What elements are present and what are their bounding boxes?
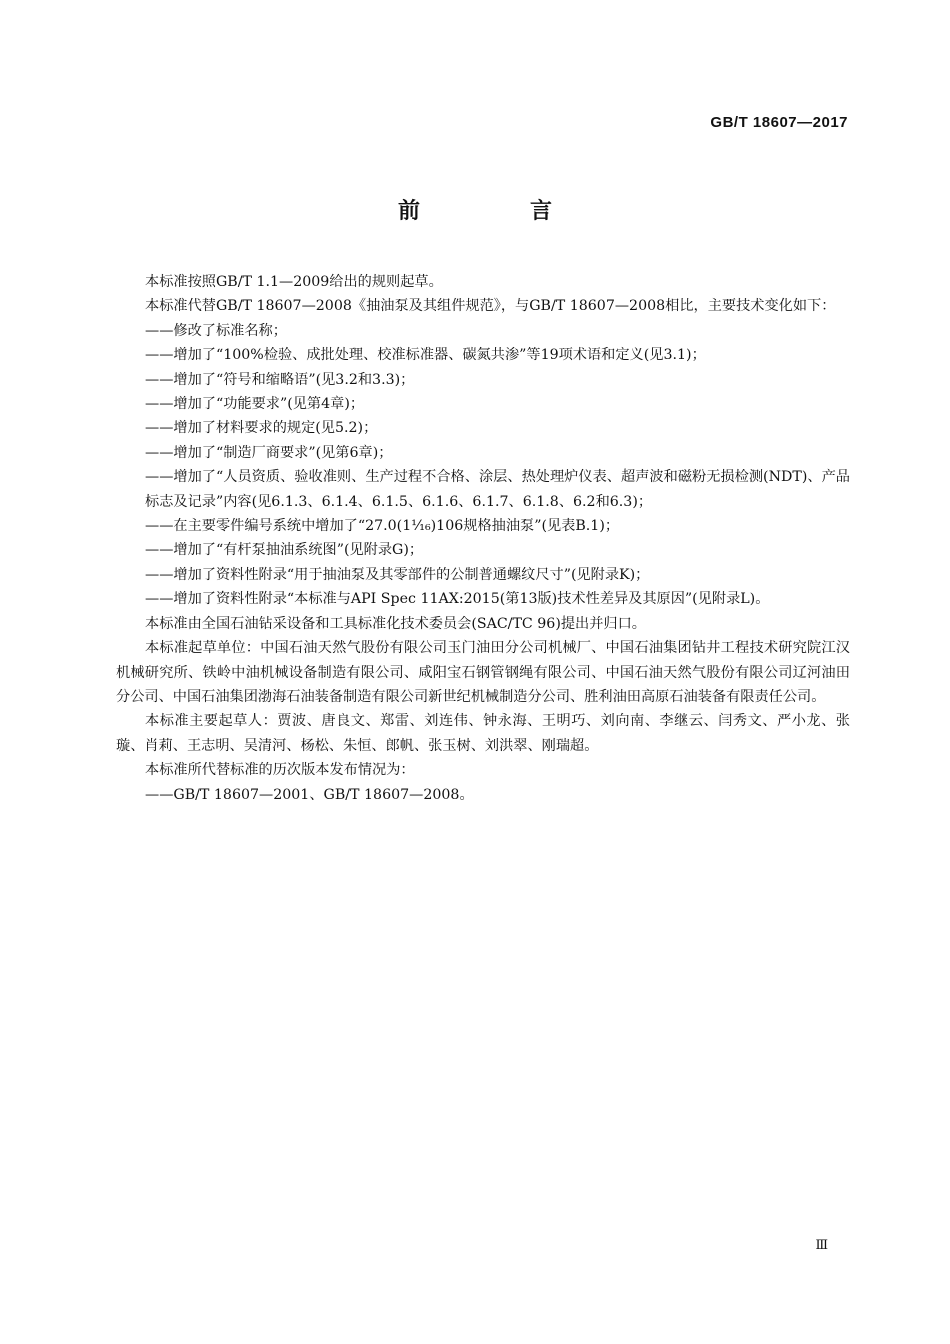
list-item: ——增加了“符号和缩略语”(见3.2和3.3)； bbox=[145, 371, 415, 388]
paragraph-replacement: 本标准代替GB/T 18607—2008《抽油泵及其组件规范》，与GB/T 18607—2008相比，主要技术变化如下： bbox=[145, 298, 836, 315]
paragraph-history-versions: ——GB/T 18607—2001、GB/T 18607—2008。 bbox=[145, 786, 474, 803]
paragraph-drafters: 本标准主要起草人：贾波、唐良文、郑雷、刘连伟、钟永海、王明巧、刘向南、李继云、闫秀文、严小龙、张璇、肖莉、王志明、吴清河、杨松、朱恒、郎帆、张玉树、刘洪翠、刚瑞超。 bbox=[116, 713, 850, 754]
page-title: 前 言 bbox=[397, 199, 596, 224]
list-item: ——增加了“100%检验、成批处理、校准标准器、碳氮共渗”等19项术语和定义(见3.1)； bbox=[145, 347, 706, 364]
list-item: ——修改了标准名称； bbox=[145, 322, 287, 339]
list-item: ——增加了资料性附录“本标准与API Spec 11AX:2015(第13版)技术性差异及其原因”(见附录L)。 bbox=[145, 591, 770, 608]
paragraph-drafting-units: 本标准起草单位：中国石油天然气股份有限公司玉门油田分公司机械厂、中国石油集团钻井工程技术研究院江汉机械研究所、铁岭中油机械设备制造有限公司、咸阳宝石钢管钢绳有限公司、中国石油天然气股份有限公司辽河油田分公司、中国石油集团渤海石油装备制造有限公司新世纪机械制造分公司、胜利油田高原石油装备有限责任公司。 bbox=[116, 640, 850, 705]
list-item: ——增加了材料要求的规定(见5.2)； bbox=[145, 420, 378, 437]
document-body bbox=[116, 270, 850, 807]
paragraph-proposer: 本标准由全国石油钻采设备和工具标准化技术委员会(SAC/TC 96)提出并归口。 bbox=[145, 615, 646, 632]
paragraph-drafting-rules: 本标准按照GB/T 1.1—2009给出的规则起草。 bbox=[145, 274, 443, 290]
list-item: ——增加了“有杆泵抽油系统图”(见附录G)； bbox=[145, 542, 424, 559]
standard-code: GB/T 18607—2017 bbox=[710, 114, 848, 131]
list-item: ——增加了“制造厂商要求”(见第6章)； bbox=[145, 444, 393, 461]
paragraph-history: 本标准所代替标准的历次版本发布情况为： bbox=[145, 762, 415, 779]
list-item: ——增加了“人员资质、验收准则、生产过程不合格、涂层、热处理炉仪表、超声波和磁粉无损检测(NDT)、产品标志及记录”内容(见6.1.3、6.1.4、6.1.5、6.1.6、6.1.7、6.1.8、6.2和6.3)； bbox=[145, 469, 850, 510]
list-item: ——在主要零件编号系统中增加了“27.0(1⅟₁₆)106规格抽油泵”(见表B.1)； bbox=[145, 518, 620, 535]
list-item: ——增加了资料性附录“用于抽油泵及其零部件的公制普通螺纹尺寸”(见附录K)； bbox=[145, 566, 650, 583]
list-item: ——增加了“功能要求”(见第4章)； bbox=[145, 396, 365, 413]
page-number: Ⅲ bbox=[815, 1238, 828, 1253]
